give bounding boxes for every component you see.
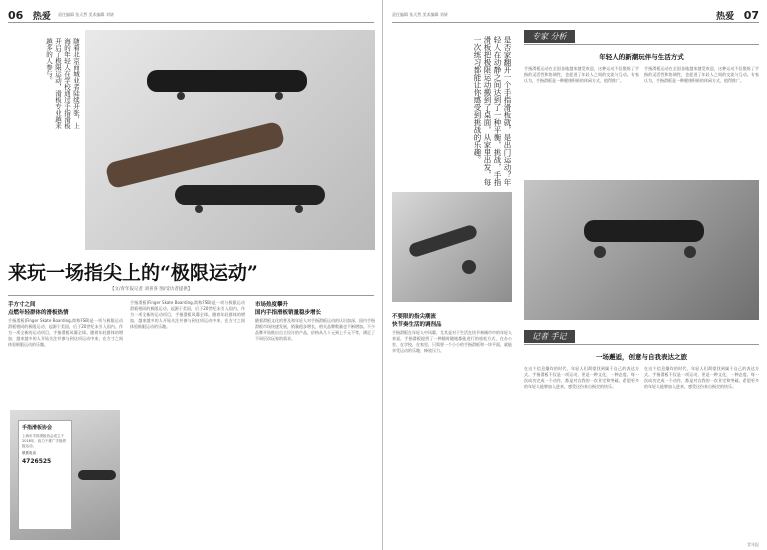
skateboard-deck-bottom xyxy=(175,185,325,205)
caption-body: 上海市手指滑板协会成立于2018年，致力于推广手指滑板运动。 xyxy=(22,434,66,448)
right-page xyxy=(384,0,767,550)
section1-title: 手方寸之间 点燃年轻群体的滑板热情 xyxy=(8,302,69,316)
mini-skateboard xyxy=(78,470,116,480)
left-header-meta: 责任编辑 张天然 美术编辑 刘妍 xyxy=(58,12,114,17)
caption-phone: 4726525 xyxy=(22,458,52,465)
caption-title: 手指滑板协会 xyxy=(22,425,53,431)
right-footer-meta: 青年报 xyxy=(747,542,759,547)
trucks-photo xyxy=(392,192,512,302)
caption-phone-label: 联系电话 xyxy=(22,451,36,455)
inset-photo xyxy=(10,410,120,540)
section2-title: 市场热度攀升 国内手指滑板销量稳步增长 xyxy=(255,302,322,316)
expert-title: 年轻人的新潮玩伴与生活方式 xyxy=(599,53,684,61)
section3-title: 不要限的指尖潮流 快节奏生活的调剂品 xyxy=(392,314,442,328)
wheel-icon xyxy=(295,205,303,213)
right-header-rule xyxy=(392,22,759,23)
note-body: 在这个信息爆炸的时代，年轻人们渴望找到属于自己的表达方式。手指滑板不仅是一项运动，更是一种文化，一种态度。每一次成功完成一个动作，都是对自我的一次肯定和突破。希望更多的年轻人能够加入进来，感受这份来自指尖的快乐。 xyxy=(524,366,639,389)
left-page-number: 06 xyxy=(8,9,24,22)
right-masthead xyxy=(716,4,759,24)
wheel-icon xyxy=(684,246,696,258)
caption-card xyxy=(18,420,72,530)
expert-rule xyxy=(524,44,759,45)
note-title: 一场邂逅，创意与自我表达之旅 xyxy=(596,353,687,361)
expert-label: 专家 分析 xyxy=(524,30,575,43)
wheel-icon xyxy=(177,92,185,100)
section3-body: 手指滑板在年轻人中风靡，尤其是对于生活在快节奏城市中的年轻人来说，手指滑板提供了一种随时随地都能进行的放松方式，在办公室、在学校、在家里，只需要一个小小的手指滑板和一块平面，就能享受运动的乐趣，释放压力。 xyxy=(392,330,512,353)
skateboard-deck xyxy=(584,220,704,242)
right-section-name: 热爱 xyxy=(716,12,735,22)
note-body-col2: 在这个信息爆炸的时代，年轻人们渴望找到属于自己的表达方式。手指滑板不仅是一项运动，更是一种文化，一种态度。每一次成功完成一个动作，都是对自我的一次肯定和突破。希望更多的年轻人能够加入进来，感受这份来自指尖的快乐。 xyxy=(644,366,759,389)
wheel-icon xyxy=(462,260,476,274)
truck-part xyxy=(408,224,479,259)
headline: 来玩一场指尖上的“极限运动” xyxy=(8,262,258,284)
section2-body: 随着滑板文化的普及和年轻人对手指滑板运动的认识加深，国内手指滑板市场快速发展，销量稳步增长，相关品牌数量也不断增加。不少品牌开始推出自主设计的产品，价格从几十元到上千元不等，满足了不同层次玩家的需求。 xyxy=(255,318,375,341)
left-page xyxy=(0,0,383,550)
right-page-number: 07 xyxy=(743,9,759,22)
right-header-meta: 责任编辑 张天然 美术编辑 刘妍 xyxy=(392,12,448,17)
section1-body: 手指滑板(Finger Skate Boarding,简称FSB)是一项与极限运动滑板相同的极限运动，起源于美国，后于20世纪末引入国内。作为一项全新的运动项目，手指滑板风靡全球。随着年轻群体的增加，越来越多的人开始关注并参与到这项运动中来，在方寸之间体验极限运动的乐趣。 xyxy=(8,318,123,347)
note-label: 记者 手记 xyxy=(524,330,575,343)
skateboard-deck-wood xyxy=(105,121,286,190)
main-photo xyxy=(85,30,375,250)
vertical-intro: 是否家翻开一个手指滑板就，是出门运动？年轻人在动静之间达到了一种平衡，挑战，手指滑板把极限运动搬到了桌面，从家里出发，每一次练习都能让你感受到挑战的乐趣。 xyxy=(473,36,512,186)
wheel-icon xyxy=(195,205,203,213)
wheel-icon xyxy=(275,92,283,100)
left-header-rule xyxy=(8,22,374,23)
headline-rule xyxy=(8,295,374,296)
left-masthead xyxy=(8,4,51,24)
wheel-icon xyxy=(594,246,606,258)
left-section-name: 热爱 xyxy=(32,12,51,22)
expert-body-col2: 手指滑板运动在全国各地越来越受欢迎，这种运动不仅锻炼了手指的灵活性和协调性，也促进了年轻人之间的交流与互动。专家认为，手指滑板是一种健康积极的休闲方式，值得推广。 xyxy=(644,66,759,83)
intro-text: 随着北京商城业者陆续开张，上海的年轻人在学校通过手指滑板开启了极限运动，滑板专业越来越多的人参与。 xyxy=(45,38,80,129)
column2-body: 手指滑板(Finger Skate Boarding,简称FSB)是一项与极限运动滑板相同的极限运动，起源于美国，后于20世纪末引入国内。作为一项全新的运动项目，手指滑板风靡全球。随着年轻群体的增加，越来越多的人开始关注并参与到这项运动中来，在方寸之间体验极限运动的乐趣。 xyxy=(130,300,245,329)
expert-body: 手指滑板运动在全国各地越来越受欢迎，这种运动不仅锻炼了手指的灵活性和协调性，也促进了年轻人之间的交流与互动。专家认为，手指滑板是一种健康积极的休闲方式，值得推广。 xyxy=(524,66,639,83)
skateboard-deck-top xyxy=(147,70,307,92)
note-rule xyxy=(524,344,759,345)
board-detail-photo xyxy=(524,180,759,320)
byline: 【文/青年报记者 刘喜喜 图/受访者提供】 xyxy=(110,287,193,292)
